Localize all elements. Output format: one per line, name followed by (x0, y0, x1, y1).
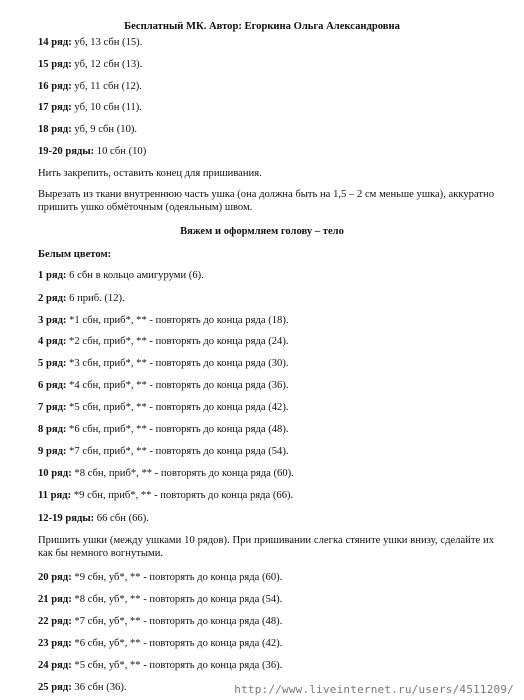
row-4 (38, 335, 289, 348)
row-7 (38, 401, 289, 414)
row-label: 10 ряд: (38, 468, 72, 479)
row-text: 10 сбн (10) (94, 146, 147, 157)
row-10 (38, 467, 294, 480)
row-19-20 (38, 145, 146, 158)
row-label: 6 ряд: (38, 380, 67, 391)
row-15 (38, 58, 142, 71)
row-label: 19-20 ряды: (38, 146, 95, 157)
row-label: 24 ряд: (38, 660, 72, 671)
row-label: 23 ряд: (38, 638, 72, 649)
row-text: *6 сбн, приб*, ** - повторять до конца ряда (48). (66, 424, 289, 435)
row-label: 3 ряд: (38, 315, 67, 326)
row-label: 4 ряд: (38, 336, 67, 347)
row-text: *3 сбн, приб*, ** - повторять до конца ряда (30). (66, 358, 289, 369)
row-21 (38, 593, 282, 606)
row-label: 17 ряд: (38, 102, 72, 113)
row-label: 22 ряд: (38, 616, 72, 627)
row-label: 5 ряд: (38, 358, 67, 369)
row-text: *4 сбн, приб*, ** - повторять до конца ряда (36). (66, 380, 289, 391)
row-text: *9 сбн, приб*, ** - повторять до конца ряда (66). (71, 490, 294, 501)
page-header: Бесплатный МК. Автор: Егоркина Ольга Александровна (124, 21, 400, 32)
row-label: 11 ряд: (38, 490, 72, 501)
row-text: *5 сбн, приб*, ** - повторять до конца ряда (42). (66, 402, 289, 413)
row-3 (38, 314, 289, 327)
row-6 (38, 379, 289, 392)
row-text: *7 сбн, приб*, ** - повторять до конца ряда (54). (66, 446, 289, 457)
row-24 (38, 659, 282, 672)
row-text: *9 сбн, уб*, ** - повторять до конца ряда (60). (71, 572, 283, 583)
row-text: *7 сбн, уб*, ** - повторять до конца ряда (48). (71, 616, 283, 627)
row-label: 7 ряд: (38, 402, 67, 413)
note-sew-ears: Пришить ушки (между ушками 10 рядов). При пришивании слегка стяните ушки внизу, сделайте их как бы немного вогнутыми. (38, 535, 494, 559)
color-label: Белым цветом: (38, 249, 112, 260)
row-18 (38, 123, 137, 136)
row-label: 9 ряд: (38, 446, 67, 457)
row-text: *5 сбн, уб*, ** - повторять до конца ряда (36). (71, 660, 283, 671)
row-14 (38, 36, 142, 49)
row-11 (38, 489, 293, 502)
row-text: *2 сбн, приб*, ** - повторять до конца ряда (24). (66, 336, 289, 347)
row-label: 15 ряд: (38, 59, 72, 70)
note-fasten: Нить закрепить, оставить конец для пришивания. (38, 168, 262, 179)
row-text: уб, 12 сбн (13). (71, 59, 143, 70)
row-text: 66 сбн (66). (94, 513, 149, 524)
row-22 (38, 615, 282, 628)
watermark-url: http://www.liveinternet.ru/users/4511209/ (234, 683, 514, 696)
row-text: уб, 13 сбн (15). (71, 37, 143, 48)
row-label: 8 ряд: (38, 424, 67, 435)
row-text: *6 сбн, уб*, ** - повторять до конца ряда (42). (71, 638, 283, 649)
row-9 (38, 445, 289, 458)
row-8 (38, 423, 289, 436)
row-12-19 (38, 512, 149, 525)
row-23 (38, 637, 282, 650)
row-label: 2 ряд: (38, 293, 67, 304)
row-text: 36 сбн (36). (71, 682, 127, 693)
row-label: 1 ряд: (38, 270, 67, 281)
row-label: 25 ряд: (38, 682, 72, 693)
row-5 (38, 357, 289, 370)
row-16 (38, 80, 142, 93)
row-25 (38, 681, 127, 694)
row-text: *8 сбн, приб*, ** - повторять до конца ряда (60). (71, 468, 294, 479)
row-text: *8 сбн, уб*, ** - повторять до конца ряда (54). (71, 594, 283, 605)
row-text: *1 сбн, приб*, ** - повторять до конца ряда (18). (66, 315, 289, 326)
section-title: Вяжем и оформляем голову – тело (180, 226, 344, 237)
row-label: 20 ряд: (38, 572, 72, 583)
row-label: 14 ряд: (38, 37, 72, 48)
row-label: 18 ряд: (38, 124, 72, 135)
note-cut-fabric: Вырезать из ткани внутреннюю часть ушка (она должна быть на 1,5 – 2 см меньше ушка), аккуратно пришить ушко обмёточным (одеяльным) швом. (38, 189, 494, 213)
row-1 (38, 269, 204, 282)
row-text: 6 сбн в кольцо амигуруми (6). (66, 270, 204, 281)
row-label: 12-19 ряды: (38, 513, 95, 524)
row-2 (38, 292, 125, 305)
row-text: уб, 10 сбн (11). (71, 102, 142, 113)
row-label: 16 ряд: (38, 81, 72, 92)
row-17 (38, 101, 142, 114)
row-text: уб, 9 сбн (10). (71, 124, 138, 135)
row-text: уб, 11 сбн (12). (71, 81, 142, 92)
row-20 (38, 571, 282, 584)
row-text: 6 приб. (12). (66, 293, 125, 304)
row-label: 21 ряд: (38, 594, 72, 605)
